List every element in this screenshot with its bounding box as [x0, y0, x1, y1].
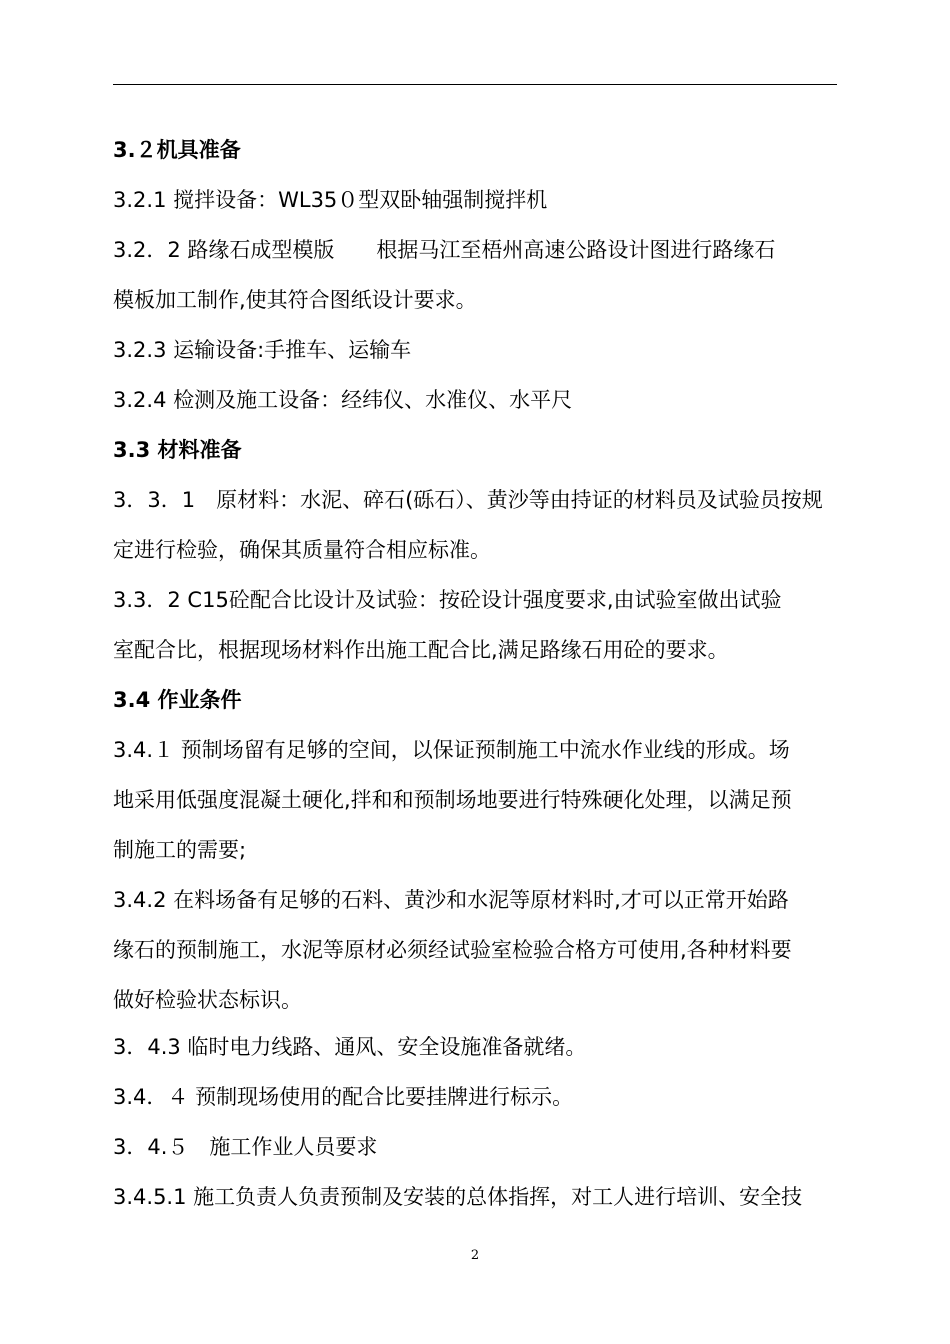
text-line: 3.4.１ 预制场留有足够的空间，以保证预制施工中流水作业线的形成。场 — [113, 738, 790, 762]
text-line: 模板加工制作,使其符合图纸设计要求。 — [113, 288, 477, 312]
text-line: 3．4.3 临时电力线路、通风、安全设施准备就绪。 — [113, 1035, 587, 1059]
section-heading-3-2: 3.２机具准备 — [113, 138, 241, 162]
text-line: 制施工的需要; — [113, 838, 247, 862]
text-line: 3.3．2 C15砼配合比设计及试验：按砼设计强度要求,由试验室做出试验 — [113, 588, 782, 612]
header-rule — [113, 84, 837, 85]
text-line: 3.4.5.1 施工负责人负责预制及安装的总体指挥，对工人进行培训、安全技 — [113, 1185, 803, 1209]
text-line: 3.2.3 运输设备:手推车、运输车 — [113, 338, 412, 362]
text-line: 3.4．４ 预制现场使用的配合比要挂牌进行标示。 — [113, 1085, 574, 1109]
text-line: 3.4.2 在料场备有足够的石料、黄沙和水泥等原材料时,才可以正常开始路 — [113, 888, 789, 912]
text-line: 地采用低强度混凝土硬化,拌和和预制场地要进行特殊硬化处理，以满足预 — [113, 788, 792, 812]
text-line: 做好检验状态标识。 — [113, 988, 302, 1012]
text-line: 缘石的预制施工，水泥等原材必须经试验室检验合格方可使用,各种材料要 — [113, 938, 792, 962]
text-line: 3．3．1 原材料：水泥、碎石(砾石）、黄沙等由持证的材料员及试验员按规 — [113, 488, 823, 512]
section-heading-3-3: 3.3 材料准备 — [113, 438, 242, 462]
text-line: 3．4.５ 施工作业人员要求 — [113, 1135, 378, 1159]
text-line: 3.2．2 路缘石成型模版 根据马江至梧州高速公路设计图进行路缘石 — [113, 238, 776, 262]
text-line: 定进行检验，确保其质量符合相应标准。 — [113, 538, 491, 562]
text-line: 室配合比，根据现场材料作出施工配合比,满足路缘石用砼的要求。 — [113, 638, 729, 662]
section-heading-3-4: 3.4 作业条件 — [113, 688, 242, 712]
text-line: 3.2.4 检测及施工设备：经纬仪、水准仪、水平尺 — [113, 388, 573, 412]
page-number: 2 — [470, 1248, 480, 1263]
text-line: 3.2.1 搅拌设备：WL35０型双卧轴强制搅拌机 — [113, 188, 548, 212]
